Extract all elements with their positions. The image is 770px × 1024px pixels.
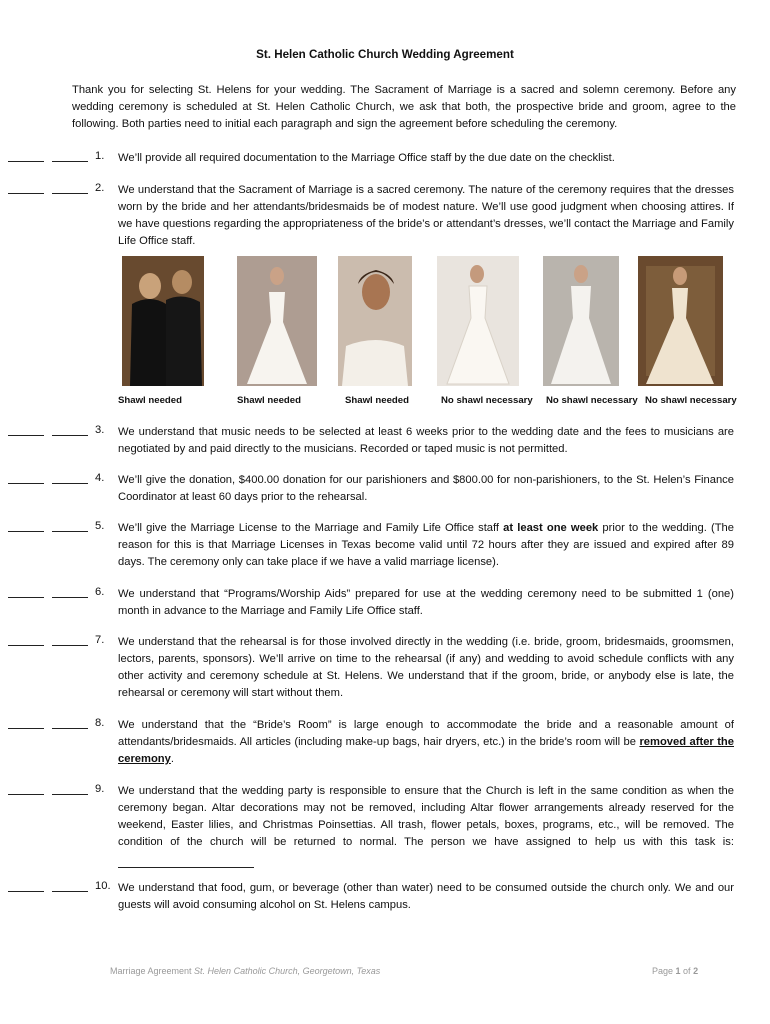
item-text: We understand that music needs to be selected at least 6 weeks prior to the wedding date and the fees to musicians are negotiated by and paid directly to the musicians. Recorded or taped music is not permitted. xyxy=(118,426,734,455)
item-number: 1. xyxy=(95,150,105,162)
initial-blanks[interactable] xyxy=(8,435,88,436)
page-total: 2 xyxy=(693,966,699,976)
item-number: 3. xyxy=(95,424,105,436)
item-number: 10. xyxy=(95,880,111,892)
item-number: 7. xyxy=(95,634,105,646)
item-text xyxy=(118,520,734,571)
dress-photo-2 xyxy=(237,256,317,386)
item-number: 4. xyxy=(95,472,105,484)
item-number: 9. xyxy=(95,783,105,795)
item-number: 5. xyxy=(95,520,105,532)
initial-blanks[interactable] xyxy=(8,531,88,532)
photo-caption: Shawl needed xyxy=(118,395,182,406)
photo-caption: No shawl necessary xyxy=(645,395,737,406)
initial-blanks[interactable] xyxy=(8,728,88,729)
item-text-part: We understand that the “Bride’s Room” is large enough to accommodate the bride and a reasonable amount of attendants/bridesmaids. All articles (including make-up bags, hair dryers, etc.) in the bride’s room will be xyxy=(118,719,734,748)
item-text: We understand that food, gum, or beverage (other than water) need to be consumed outside the church only. We and our guests will avoid consuming alcohol on St. Helens campus. xyxy=(118,882,734,911)
initial-blanks[interactable] xyxy=(8,891,88,892)
item-text: We understand that the Sacrament of Marriage is a sacred ceremony. The nature of the ceremony requires that the dresses worn by the bride and her attendants/bridesmaids be of modest nature. We’ll use good judgment when choosing attires. If we have questions regarding the appropriateness of the bride’s or attendant’s dresses, we’ll contact the Marriage and Family Life Office staff. xyxy=(118,184,734,247)
item-text-part: prior to the wedding. (The reason for this is that Marriage Licenses in Texas become valid until 72 hours after they are issued and expired after 89 days. The ceremony only can take place if we have a valid marriage license). xyxy=(118,522,734,568)
item-text: We understand that the rehearsal is for those involved directly in the wedding (i.e. bride, groom, bridesmaids, groomsmen, lectors, parents, sponsors). We’ll arrive on time to the rehearsal (if any) and wedding to avoid schedule conflicts with any other activity and ceremony schedule at St. Helens. We understand that if the groom, bride, or anybody else is late, the rehearsal or ceremony will start without them. xyxy=(118,636,734,699)
item-text: We’ll give the donation, $400.00 donation for our parishioners and $800.00 for non-parishioners, to the St. Helen’s Finance Coordinator at least 60 days prior to the rehearsal. xyxy=(118,474,734,503)
footer-label: Marriage Agreement xyxy=(110,966,195,976)
intro-paragraph: Thank you for selecting St. Helens for your wedding. The Sacrament of Marriage is a sacred and solemn ceremony. Before any wedding ceremony is scheduled at St. Helen Catholic Church, we ask that both, the prospective bride and groom, agree to the following. Both parties need to initial each paragraph and sign the agreement before scheduling the ceremony. xyxy=(72,84,736,130)
page-of: of xyxy=(680,966,694,976)
initial-blanks[interactable] xyxy=(8,193,88,194)
item-text: We understand that “Programs/Worship Aids” prepared for use at the wedding ceremony need to be submitted 1 (one) month in advance to the Marriage and Family Life Office staff. xyxy=(118,588,734,617)
initial-blanks[interactable] xyxy=(8,483,88,484)
dress-photo-5 xyxy=(543,256,619,386)
assigned-person-field[interactable] xyxy=(118,855,254,868)
item-number: 6. xyxy=(95,586,105,598)
initial-blanks[interactable] xyxy=(8,645,88,646)
item-text-part: We’ll give the Marriage License to the Marriage and Family Life Office staff xyxy=(118,522,504,534)
initial-blanks[interactable] xyxy=(8,597,88,598)
dress-photo-3 xyxy=(338,256,412,386)
dress-photo-4 xyxy=(437,256,519,386)
item-text xyxy=(118,717,734,768)
item-text-bold: at least one week xyxy=(503,522,599,534)
footer-church: St. Helen Catholic Church, Georgetown, Texas xyxy=(194,966,381,976)
item-text-part: We understand that the wedding party is responsible to ensure that the Church is left in the same condition as when the ceremony began. Altar decorations may not be removed, including Altar flower arrangements already reserved for the weekend, Easter lilies, and Christmas Poinsettias. All trash, flower petals, boxes, programs, etc., will be removed. The condition of the church will be returned to normal. The person we have assigned to help us with this task is: xyxy=(118,785,734,848)
page-number xyxy=(652,966,698,976)
initial-blanks[interactable] xyxy=(8,161,88,162)
item-text-part: . xyxy=(170,753,174,765)
dress-photo-6 xyxy=(638,256,723,386)
item-text-underlined: removed after the ceremony xyxy=(118,736,734,765)
document-title: St. Helen Catholic Church Wedding Agreement xyxy=(256,48,514,61)
item-text xyxy=(118,783,734,868)
page-label: Page xyxy=(652,966,676,976)
item-number: 8. xyxy=(95,717,105,729)
photo-caption: Shawl needed xyxy=(237,395,301,406)
item-text: We’ll provide all required documentation to the Marriage Office staff by the due date on the checklist. xyxy=(118,152,615,164)
page-current: 1 xyxy=(675,966,681,976)
photo-caption: No shawl necessary xyxy=(546,395,638,406)
photo-caption: Shawl needed xyxy=(345,395,409,406)
photo-caption: No shawl necessary xyxy=(441,395,533,406)
initial-blanks[interactable] xyxy=(8,794,88,795)
dress-photo-1 xyxy=(122,256,204,386)
footer-left xyxy=(110,966,380,976)
item-number: 2. xyxy=(95,182,105,194)
